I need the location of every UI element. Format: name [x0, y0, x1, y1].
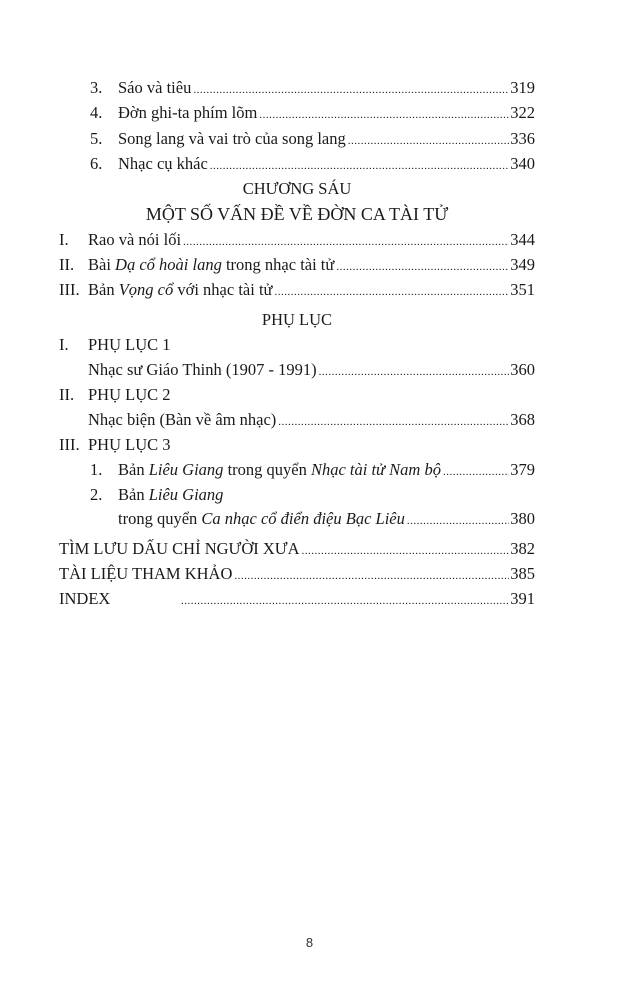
entry-title: Đờn ghi-ta phím lõm [118, 103, 258, 122]
entry-title: INDEX [59, 589, 111, 608]
toc-entry [59, 228, 535, 252]
leader-dots [210, 154, 509, 178]
leader-dots [259, 103, 509, 127]
entry-page: 351 [510, 280, 535, 299]
toc-entry [90, 458, 535, 482]
toc-entry [59, 253, 535, 277]
entry-title: Nhạc biện (Bàn về âm nhạc) [88, 410, 277, 429]
entry-title: Nhạc sư Giáo Thinh (1907 - 1991) [88, 360, 317, 379]
entry-page: 391 [510, 589, 535, 608]
chapter-label: CHƯƠNG SÁU [242, 179, 352, 198]
appendix-2-label: II. PHỤ LỤC 2 [59, 385, 171, 404]
leader-dots [443, 460, 509, 484]
entry-title: Rao và nói lối [88, 230, 182, 249]
entry-number: 1. [90, 460, 103, 479]
leader-dots [348, 129, 510, 153]
leader-dots [278, 410, 509, 434]
toc-entry [59, 562, 535, 586]
leader-dots [336, 255, 509, 279]
leader-dots [407, 509, 509, 533]
toc-entry [59, 537, 535, 561]
entry-page: 322 [510, 103, 535, 122]
toc-entry [90, 76, 535, 100]
toc-entry [88, 408, 535, 432]
appendix-3-label: III. PHỤ LỤC 3 [59, 435, 171, 454]
leader-dots [302, 539, 510, 563]
toc-entry [59, 587, 535, 611]
entry-page: 340 [510, 154, 535, 173]
chapter-title: MỘT SỐ VẤN ĐỀ VỀ ĐỜN CA TÀI TỬ [145, 204, 449, 224]
leader-dots [319, 360, 510, 384]
leader-dots [274, 280, 509, 304]
entry-page: 368 [510, 410, 535, 429]
toc-entry [118, 507, 535, 531]
entry-page: 385 [510, 564, 535, 583]
leader-dots [183, 230, 509, 254]
entry-page: 344 [510, 230, 535, 249]
entry-title: Bản Vọng cổ với nhạc tài tử [88, 280, 273, 299]
appendix-heading: PHỤ LỤC [261, 310, 333, 329]
leader-dots [193, 78, 509, 102]
entry-title: trong quyển Ca nhạc cổ điển điệu Bạc Liêu [118, 509, 405, 528]
entry-page: 380 [510, 509, 535, 528]
entry-title: Sáo và tiêu [118, 78, 192, 97]
entry-number: III. [59, 280, 80, 299]
entry-title: Song lang và vai trò của song lang [118, 129, 346, 148]
entry-number: 5. [90, 129, 103, 148]
entry-number: 4. [90, 103, 103, 122]
toc-entry [90, 152, 535, 176]
entry-title: Nhạc cụ khác [118, 154, 208, 173]
entry-page: 360 [510, 360, 535, 379]
entry-title: Bài Dạ cổ hoài lang trong nhạc tài tử [88, 255, 335, 274]
appendix-1-label: I. PHỤ LỤC 1 [59, 335, 171, 354]
toc-entry [88, 358, 535, 382]
leader-dots [234, 564, 509, 588]
entry-page: 349 [510, 255, 535, 274]
entry-number: 6. [90, 154, 103, 173]
entry-number: I. [59, 230, 69, 249]
toc-entry [90, 127, 535, 151]
toc-entry-line1: 2. Bản Liêu Giang [90, 485, 224, 504]
leader-dots [181, 589, 509, 613]
entry-number: 3. [90, 78, 103, 97]
entry-title: TÌM LƯU DẤU CHỈ NGƯỜI XƯA [59, 539, 300, 558]
entry-page: 319 [510, 78, 535, 97]
entry-title: TÀI LIỆU THAM KHẢO [59, 564, 233, 583]
entry-page: 379 [510, 460, 535, 479]
toc-entry [90, 101, 535, 125]
entry-page: 382 [510, 539, 535, 558]
entry-title: Bản Liêu Giang trong quyển Nhạc tài tử Nam bộ [118, 460, 441, 479]
toc-entry [59, 278, 535, 302]
entry-number: II. [59, 255, 75, 274]
page-number: 8 [305, 935, 314, 950]
entry-page: 336 [510, 129, 535, 148]
